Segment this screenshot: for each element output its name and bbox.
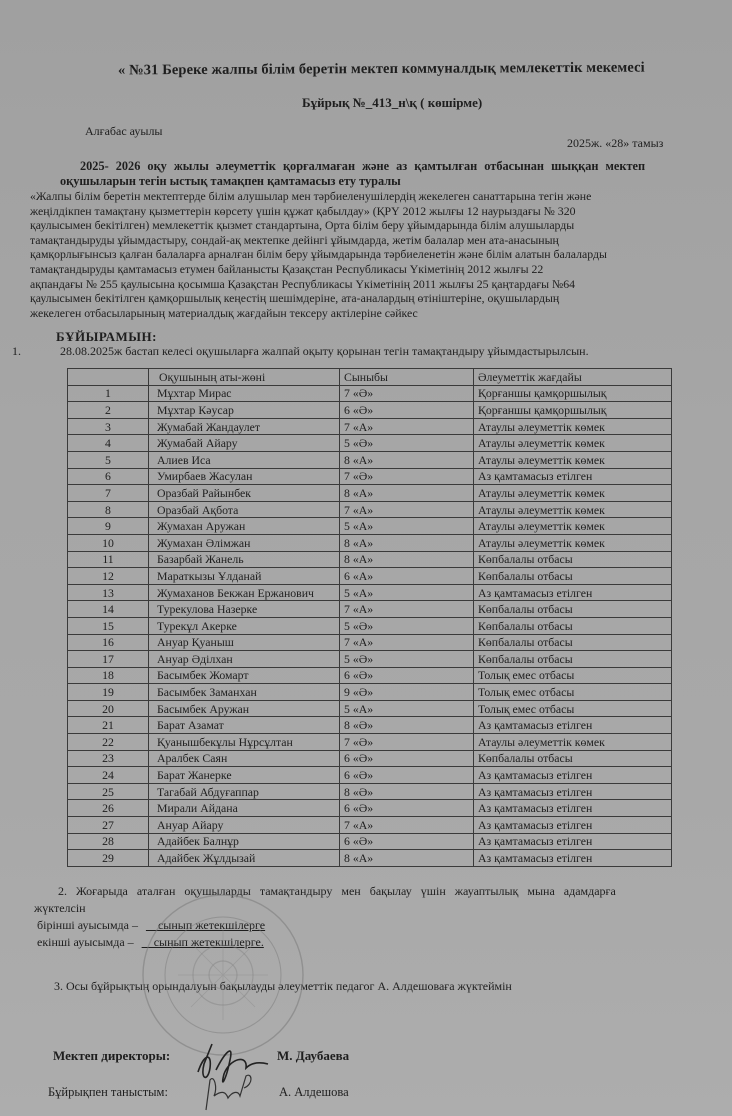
social-status: Толық емес отбасы xyxy=(474,700,672,717)
table-row xyxy=(68,634,672,651)
row-number: 23 xyxy=(68,750,149,767)
student-name: Жумаханов Бекжан Ержанович xyxy=(149,584,340,601)
table-row xyxy=(68,833,672,850)
table-row xyxy=(68,767,672,784)
student-class: 6 «Ә» xyxy=(340,667,474,684)
order-topic xyxy=(34,159,724,189)
header-class: Сыныбы xyxy=(340,369,474,386)
student-name: Барат Жанерке xyxy=(149,767,340,784)
social-status: Көпбалалы отбасы xyxy=(474,617,672,634)
social-status: Көпбалалы отбасы xyxy=(474,750,672,767)
student-class: 6 «Ә» xyxy=(340,833,474,850)
table-header-row xyxy=(68,369,672,386)
social-status: Көпбалалы отбасы xyxy=(474,634,672,651)
header-name: Оқушының аты-жөні xyxy=(149,369,340,386)
row-number: 10 xyxy=(68,534,149,551)
social-status: Аз қамтамасыз етілген xyxy=(474,584,672,601)
social-status: Атаулы әлеуметтік көмек xyxy=(474,518,672,535)
preamble-line: жеңілдікпен тамақтану қызметтерін көрсету үшін құжат қабылдау» (ҚРҮ 2012 жылғы 12 наурыздағы № 320 xyxy=(30,203,576,218)
table-row xyxy=(68,501,672,518)
table-row xyxy=(68,783,672,800)
row-number: 2 xyxy=(68,402,149,419)
row-number: 4 xyxy=(68,435,149,452)
order-date: 2025ж. «28» тамыз xyxy=(567,136,664,150)
social-status: Қорғаншы қамқоршылық xyxy=(474,402,672,419)
student-class: 7 «А» xyxy=(340,601,474,618)
social-status: Атаулы әлеуметтік көмек xyxy=(474,418,672,435)
student-class: 5 «А» xyxy=(340,700,474,717)
item-text: 28.08.2025ж бастап келесі оқушыларға жалпай оқыту қорынан тегін тамақтандыру ұйымдастырылсын. xyxy=(60,344,589,358)
topic-line-2: оқушыларын тегін ыстық тамақпен қамтамасыз ету туралы xyxy=(60,174,401,188)
table-row xyxy=(68,418,672,435)
student-class: 6 «Ә» xyxy=(340,800,474,817)
topic-line-1: 2025- 2026 оқу жылы әлеуметтік қорғалмаған және аз қамтылған отбасынан шыққан мектеп xyxy=(80,159,646,173)
social-status: Көпбалалы отбасы xyxy=(474,551,672,568)
student-class: 6 «Ә» xyxy=(340,402,474,419)
student-name: Мирали Айдана xyxy=(149,800,340,817)
table-row xyxy=(68,850,672,867)
social-status: Аз қамтамасыз етілген xyxy=(474,783,672,800)
order-item-1 xyxy=(10,344,589,359)
social-status: Аз қамтамасыз етілген xyxy=(474,767,672,784)
student-name: Оразбай Райынбек xyxy=(149,485,340,502)
row-number: 24 xyxy=(68,767,149,784)
student-class: 8 «А» xyxy=(340,485,474,502)
student-name: Оразбай Ақбота xyxy=(149,501,340,518)
student-name: Ануар Айару xyxy=(149,817,340,834)
row-number: 16 xyxy=(68,634,149,651)
student-class: 6 «Ә» xyxy=(340,750,474,767)
social-status: Атаулы әлеуметтік көмек xyxy=(474,734,672,751)
student-name: Басымбек Аружан xyxy=(149,700,340,717)
row-number: 11 xyxy=(68,551,149,568)
row-number: 14 xyxy=(68,601,149,618)
table-row xyxy=(68,451,672,468)
social-status: Толық емес отбасы xyxy=(474,684,672,701)
table-row xyxy=(68,534,672,551)
preamble-paragraph xyxy=(30,189,710,320)
preamble-line: «Жалпы білім беретін мектептерде білім алушылар мен тәрбиеленушілердің жекелеген санаттарына тегін және xyxy=(30,189,592,203)
preamble-line: ақпандағы № 255 қаулысына қосымша Қазақстан Республикасы Үкіметінің 2011 жылғы 25 қаңтардағы №64 xyxy=(30,276,576,291)
acquainted-signature-icon xyxy=(200,1070,260,1116)
student-class: 8 «А» xyxy=(340,551,474,568)
table-row xyxy=(68,468,672,485)
row-number: 26 xyxy=(68,800,149,817)
row-number: 18 xyxy=(68,667,149,684)
table-row xyxy=(68,518,672,535)
item-number: 1. xyxy=(12,344,21,358)
table-row xyxy=(68,485,672,502)
social-status: Көпбалалы отбасы xyxy=(474,601,672,618)
social-status: Аз қамтамасыз етілген xyxy=(474,468,672,485)
table-row xyxy=(68,700,672,717)
student-name: Мұхтар Мирас xyxy=(149,385,340,402)
student-name: Басымбек Жомарт xyxy=(149,667,340,684)
table-row xyxy=(68,651,672,668)
row-number: 13 xyxy=(68,584,149,601)
row-number: 28 xyxy=(68,833,149,850)
student-name: Басымбек Заманхан xyxy=(149,684,340,701)
student-name: Алиев Иса xyxy=(149,451,340,468)
table-row xyxy=(68,402,672,419)
table-row xyxy=(68,568,672,585)
social-status: Аз қамтамасыз етілген xyxy=(474,800,672,817)
social-status: Атаулы әлеуметтік көмек xyxy=(474,534,672,551)
table-row xyxy=(68,551,672,568)
student-class: 8 «Ә» xyxy=(340,783,474,800)
first-shift-label: бірінші ауысымда – xyxy=(37,918,138,932)
social-status: Аз қамтамасыз етілген xyxy=(474,833,672,850)
row-number: 20 xyxy=(68,700,149,717)
student-name: Қуанышбекұлы Нұрсұлтан xyxy=(149,734,340,751)
student-name: Аралбек Саян xyxy=(149,750,340,767)
second-shift-label: екінші ауысымда – xyxy=(37,935,134,949)
student-name: Жумахан Әлімжан xyxy=(149,534,340,551)
student-class: 7 «А» xyxy=(340,418,474,435)
student-class: 7 «А» xyxy=(340,634,474,651)
social-status: Көпбалалы отбасы xyxy=(474,568,672,585)
table-row xyxy=(68,817,672,834)
row-number: 8 xyxy=(68,501,149,518)
acquainted-name: А. Алдешова xyxy=(279,1085,349,1099)
social-status: Аз қамтамасыз етілген xyxy=(474,850,672,867)
student-name: Жумахан Аружан xyxy=(149,518,340,535)
student-name: Жумабай Айару xyxy=(149,435,340,452)
table-row xyxy=(68,800,672,817)
social-status: Көпбалалы отбасы xyxy=(474,651,672,668)
order-item-3: 3. Осы бұйрықтың орындалуын бақылауды әлеуметтік педагог А. Алдешоваға жүктеймін xyxy=(54,979,512,993)
social-status: Атаулы әлеуметтік көмек xyxy=(474,435,672,452)
row-number: 6 xyxy=(68,468,149,485)
student-class: 6 «А» xyxy=(340,568,474,585)
students-table xyxy=(67,368,672,867)
student-class: 7 «Ә» xyxy=(340,385,474,402)
row-number: 22 xyxy=(68,734,149,751)
order-heading: БҰЙЫРАМЫН: xyxy=(56,329,158,344)
student-class: 5 «Ә» xyxy=(340,435,474,452)
social-status: Атаулы әлеуметтік көмек xyxy=(474,501,672,518)
preamble-line: тамақтандыруды ұйымдастыру, сондай-ақ мектепке дейінгі ұйымдарда, жетім балалар мен ата-анасының xyxy=(30,232,559,247)
row-number: 25 xyxy=(68,783,149,800)
table-row xyxy=(68,385,672,402)
student-class: 5 «А» xyxy=(340,584,474,601)
table-row xyxy=(68,435,672,452)
row-number: 7 xyxy=(68,485,149,502)
student-name: Ануар Қуаныш xyxy=(149,634,340,651)
row-number: 12 xyxy=(68,568,149,585)
student-name: Базарбай Жанель xyxy=(149,551,340,568)
student-class: 6 «Ә» xyxy=(340,767,474,784)
student-name: Тагабай Абдуғаппар xyxy=(149,783,340,800)
row-number: 5 xyxy=(68,451,149,468)
student-name: Адайбек Балнұр xyxy=(149,833,340,850)
item2-line-1: 2. Жоғарыда аталған оқушыларды тамақтандыру мен бақылау үшін жауаптылық мына адамдарға xyxy=(58,884,616,898)
table-row xyxy=(68,734,672,751)
student-class: 9 «Ә» xyxy=(340,684,474,701)
table-row xyxy=(68,717,672,734)
preamble-line: қамқорлығынсыз қалған балаларға арналған білім беру ұйымдарында тәрбиеленетін және білім алатын балаларды xyxy=(30,247,607,262)
preamble-line: тамақтандыруды қамтамасыз етумен байланысты Қазақстан Республикасы Үкіметінің 2012 жылғы 22 xyxy=(30,261,544,276)
table-row xyxy=(68,584,672,601)
header-status: Әлеуметтік жағдайы xyxy=(474,369,672,386)
row-number: 29 xyxy=(68,850,149,867)
student-class: 8 «А» xyxy=(340,534,474,551)
row-number: 19 xyxy=(68,684,149,701)
director-label: Мектеп директоры: xyxy=(53,1048,171,1063)
social-status: Атаулы әлеуметтік көмек xyxy=(474,485,672,502)
social-status: Аз қамтамасыз етілген xyxy=(474,717,672,734)
student-class: 7 «Ә» xyxy=(340,734,474,751)
first-shift-value: __сынып жетекшілерге xyxy=(145,918,266,932)
student-class: 5 «Ә» xyxy=(340,617,474,634)
social-status: Аз қамтамасыз етілген xyxy=(474,817,672,834)
row-number: 21 xyxy=(68,717,149,734)
student-class: 7 «А» xyxy=(340,501,474,518)
preamble-line: қаулысымен бекітілген қамқоршылық кеңестің шешімдеріне, ата-аналардың өтініштеріне, оқушылардың xyxy=(30,291,560,306)
table-row xyxy=(68,617,672,634)
row-number: 17 xyxy=(68,651,149,668)
student-class: 5 «А» xyxy=(340,518,474,535)
director-name: М. Даубаева xyxy=(277,1048,350,1063)
student-class: 8 «А» xyxy=(340,451,474,468)
student-name: Мұхтар Кәусар xyxy=(149,402,340,419)
student-name: Адайбек Жұлдызай xyxy=(149,850,340,867)
village-name: Алғабас ауылы xyxy=(85,124,163,138)
table-row xyxy=(68,667,672,684)
student-name: Умирбаев Жасулан xyxy=(149,468,340,485)
table-row xyxy=(68,684,672,701)
table-row xyxy=(68,601,672,618)
row-number: 1 xyxy=(68,385,149,402)
preamble-line: жекелеген отбасыларының материалдық жағдайын тексеру актілеріне сәйкес xyxy=(30,305,418,320)
student-name: Турекұл Акерке xyxy=(149,617,340,634)
item2-line-2: жүктелсін xyxy=(34,901,86,915)
row-number: 15 xyxy=(68,617,149,634)
social-status: Толық емес отбасы xyxy=(474,667,672,684)
acquainted-label: Бұйрықпен таныстым: xyxy=(48,1085,168,1099)
second-shift-value: __сынып жетекшілерге. xyxy=(141,935,264,949)
row-number: 9 xyxy=(68,518,149,535)
student-name: Мараткызы Ұлданай xyxy=(149,568,340,585)
preamble-line: қаулысымен бекітілген) мемлекеттік қызмет стандартына, Орта білім беру ұйымдарында білім алушыларды xyxy=(30,218,575,233)
order-item-2 xyxy=(34,883,684,917)
student-class: 7 «А» xyxy=(340,817,474,834)
header-number xyxy=(68,369,149,386)
row-number: 3 xyxy=(68,418,149,435)
student-name: Барат Азамат xyxy=(149,717,340,734)
social-status: Қорғаншы қамқоршылық xyxy=(474,385,672,402)
student-class: 7 «Ә» xyxy=(340,468,474,485)
table-row xyxy=(68,750,672,767)
organization-title: « №31 Береке жалпы білім беретін мектеп коммуналдық мемлекеттік мекемесі xyxy=(117,59,645,79)
social-status: Атаулы әлеуметтік көмек xyxy=(474,451,672,468)
student-class: 8 «Ә» xyxy=(340,717,474,734)
student-class: 5 «Ә» xyxy=(340,651,474,668)
student-name: Турекулова Назерке xyxy=(149,601,340,618)
row-number: 27 xyxy=(68,817,149,834)
student-class: 8 «А» xyxy=(340,850,474,867)
student-name: Жумабай Жандаулет xyxy=(149,418,340,435)
student-name: Ануар Әділхан xyxy=(149,651,340,668)
order-title: Бұйрық №_413_н\қ ( көшірме) xyxy=(302,95,483,110)
